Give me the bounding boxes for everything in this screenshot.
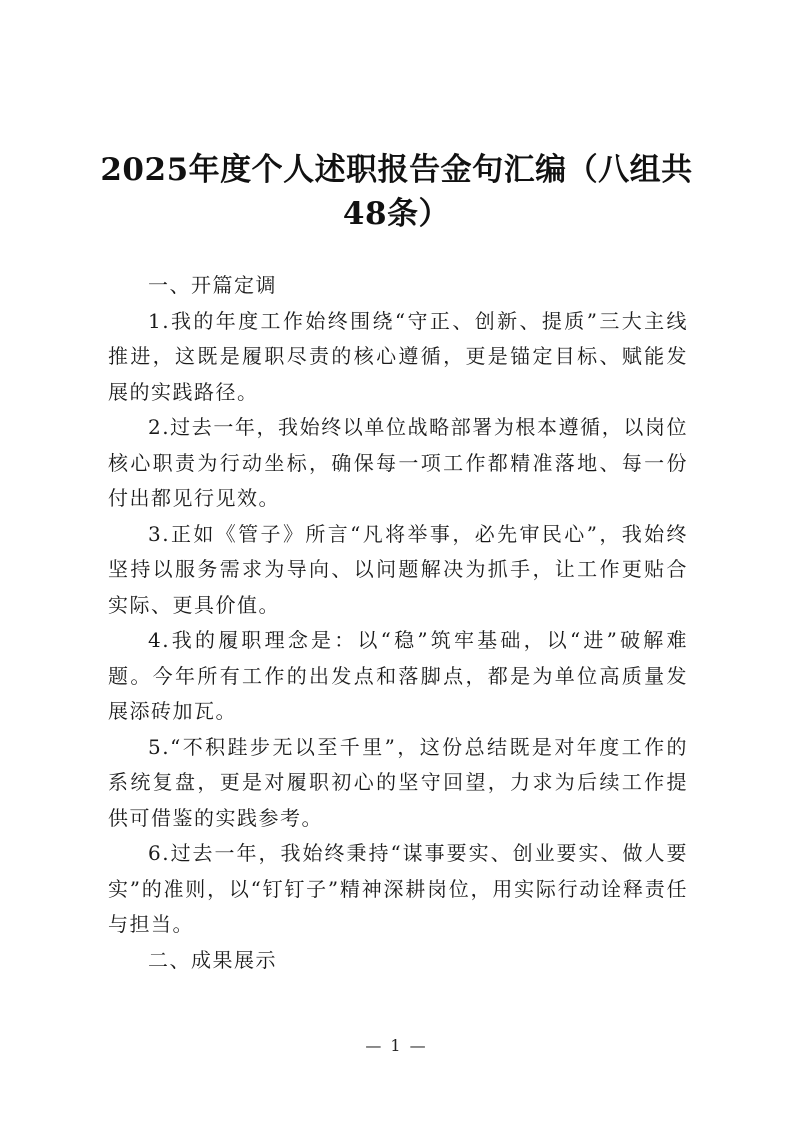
paragraph-6: 6.过去一年，我始终秉持“谋事要实、创业要实、做人要实”的准则，以“钉钉子”精神深耕岗位，用实际行动诠释责任与担当。 — [108, 841, 688, 936]
paragraph-2: 2.过去一年，我始终以单位战略部署为根本遵循，以岗位核心职责为行动坐标，确保每一项工作都精准落地、每一份付出都见行见效。 — [108, 415, 688, 510]
paragraph-5: 5.“不积跬步无以至千里”，这份总结既是对年度工作的系统复盘，更是对履职初心的坚守回望，力求为后续工作提供可借鉴的实践参考。 — [108, 734, 688, 830]
document-body — [108, 268, 688, 978]
section-heading-achievements: 二、成果展示 — [148, 947, 277, 972]
paragraph-4: 4.我的履职理念是：以“稳”筑牢基础，以“进”破解难题。今年所有工作的出发点和落脚点，都是为单位高质量发展添砖加瓦。 — [108, 628, 688, 723]
section-heading-opening: 一、开篇定调 — [148, 273, 277, 297]
paragraph-3: 3.正如《管子》所言“凡将举事，必先审民心”，我始终坚持以服务需求为导向、以问题解决为抓手，让工作更贴合实际、更具价值。 — [108, 521, 688, 617]
page-number: — 1 — — [365, 1036, 428, 1055]
paragraph-1: 1.我的年度工作始终围绕“守正、创新、提质”三大主线推进，这既是履职尽责的核心遵循，更是锚定目标、赋能发展的实践路径。 — [108, 308, 688, 404]
document-title: 2025年度个人述职报告金句汇编（八组共48条） — [100, 152, 693, 232]
